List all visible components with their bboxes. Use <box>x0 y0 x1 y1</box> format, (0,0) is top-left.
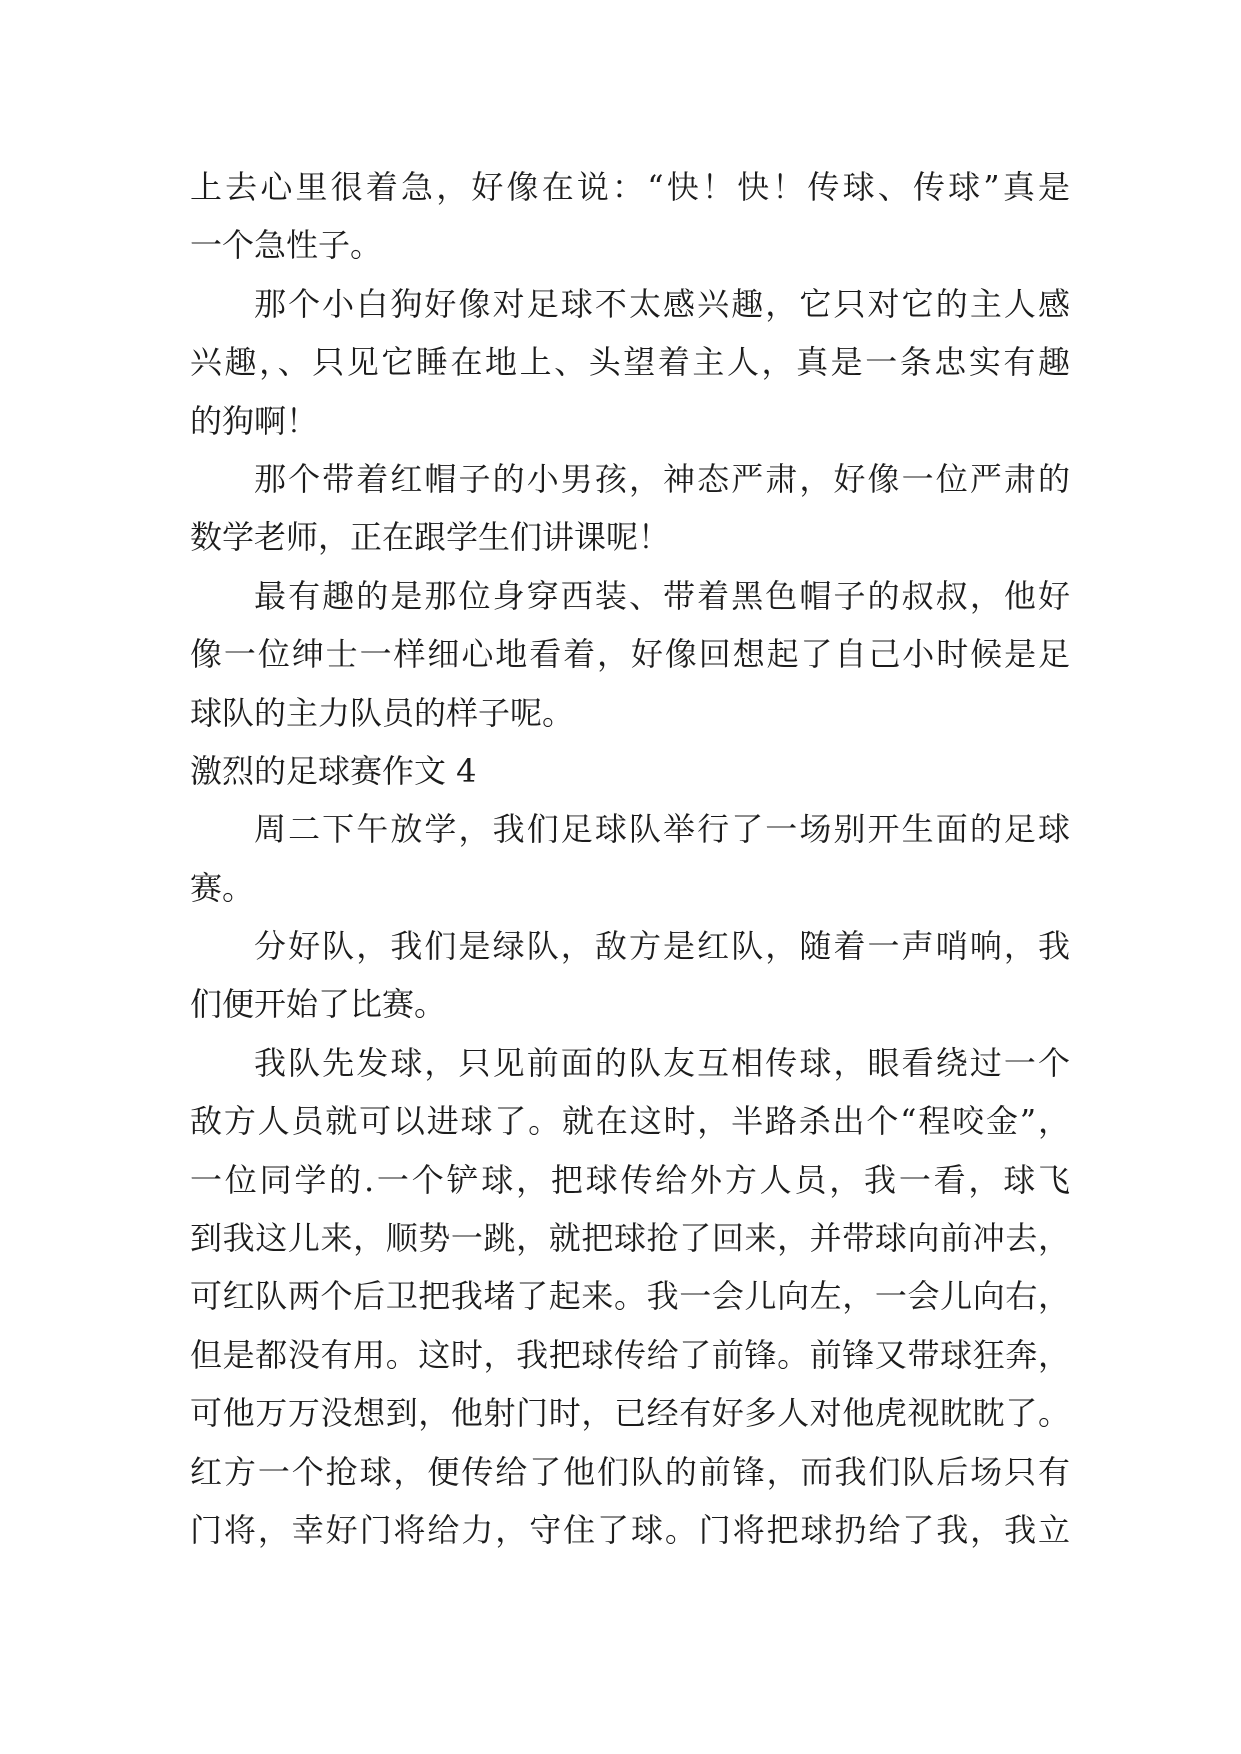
document-body <box>190 158 1070 1559</box>
text-line: 红方一个抢球，便传给了他们队的前锋，而我们队后场只有 <box>190 1452 1070 1491</box>
text-line: 可红队两个后卫把我堵了起来。我一会儿向左，一会儿向右， <box>190 1277 1070 1316</box>
text-line: 数学老师，正在跟学生们讲课呢！ <box>190 518 671 557</box>
text-line: 到我这儿来，顺势一跳，就把球抢了回来，并带球向前冲去， <box>190 1219 1070 1258</box>
text-line: 分好队，我们是绿队，敌方是红队，随着一声哨响，我 <box>254 927 1070 966</box>
text-line: 激烈的足球赛作文 4 <box>190 751 477 790</box>
text-line: 敌方人员就可以进球了。就在这时，半路杀出个“程咬金”， <box>190 1102 1070 1141</box>
text-line: 可他万万没想到，他射门时，已经有好多人对他虎视眈眈了。 <box>190 1394 1070 1433</box>
text-line: 但是都没有用。这时，我把球传给了前锋。前锋又带球狂奔， <box>190 1335 1070 1374</box>
text-line: 球队的主力队员的样子呢。 <box>190 693 575 732</box>
text-line: 赛。 <box>190 868 255 907</box>
text-line: 我队先发球，只见前面的队友互相传球，眼看绕过一个 <box>254 1043 1070 1082</box>
text-line: 的狗啊！ <box>190 401 319 440</box>
text-line: 那个小白狗好像对足球不太感兴趣，它只对它的主人感 <box>254 284 1070 323</box>
text-line: 一位同学的.一个铲球，把球传给外方人员，我一看，球飞 <box>190 1160 1070 1199</box>
text-line: 那个带着红帽子的小男孩，神态严肃，好像一位严肃的 <box>254 459 1070 498</box>
text-line: 们便开始了比赛。 <box>190 985 447 1024</box>
text-line: 门将，幸好门将给力，守住了球。门将把球扔给了我，我立 <box>190 1510 1070 1549</box>
text-line: 兴趣，、只见它睡在地上、头望着主人，真是一条忠实有趣 <box>190 343 1070 382</box>
text-line: 周二下午放学，我们足球队举行了一场别开生面的足球 <box>254 810 1070 849</box>
text-line: 最有趣的是那位身穿西装、带着黑色帽子的叔叔，他好 <box>254 576 1070 615</box>
text-line: 一个急性子。 <box>190 226 383 265</box>
text-line: 像一位绅士一样细心地看着，好像回想起了自己小时候是足 <box>190 635 1070 674</box>
text-line: 上去心里很着急，好像在说：“快！快！传球、传球”真是 <box>190 168 1070 206</box>
